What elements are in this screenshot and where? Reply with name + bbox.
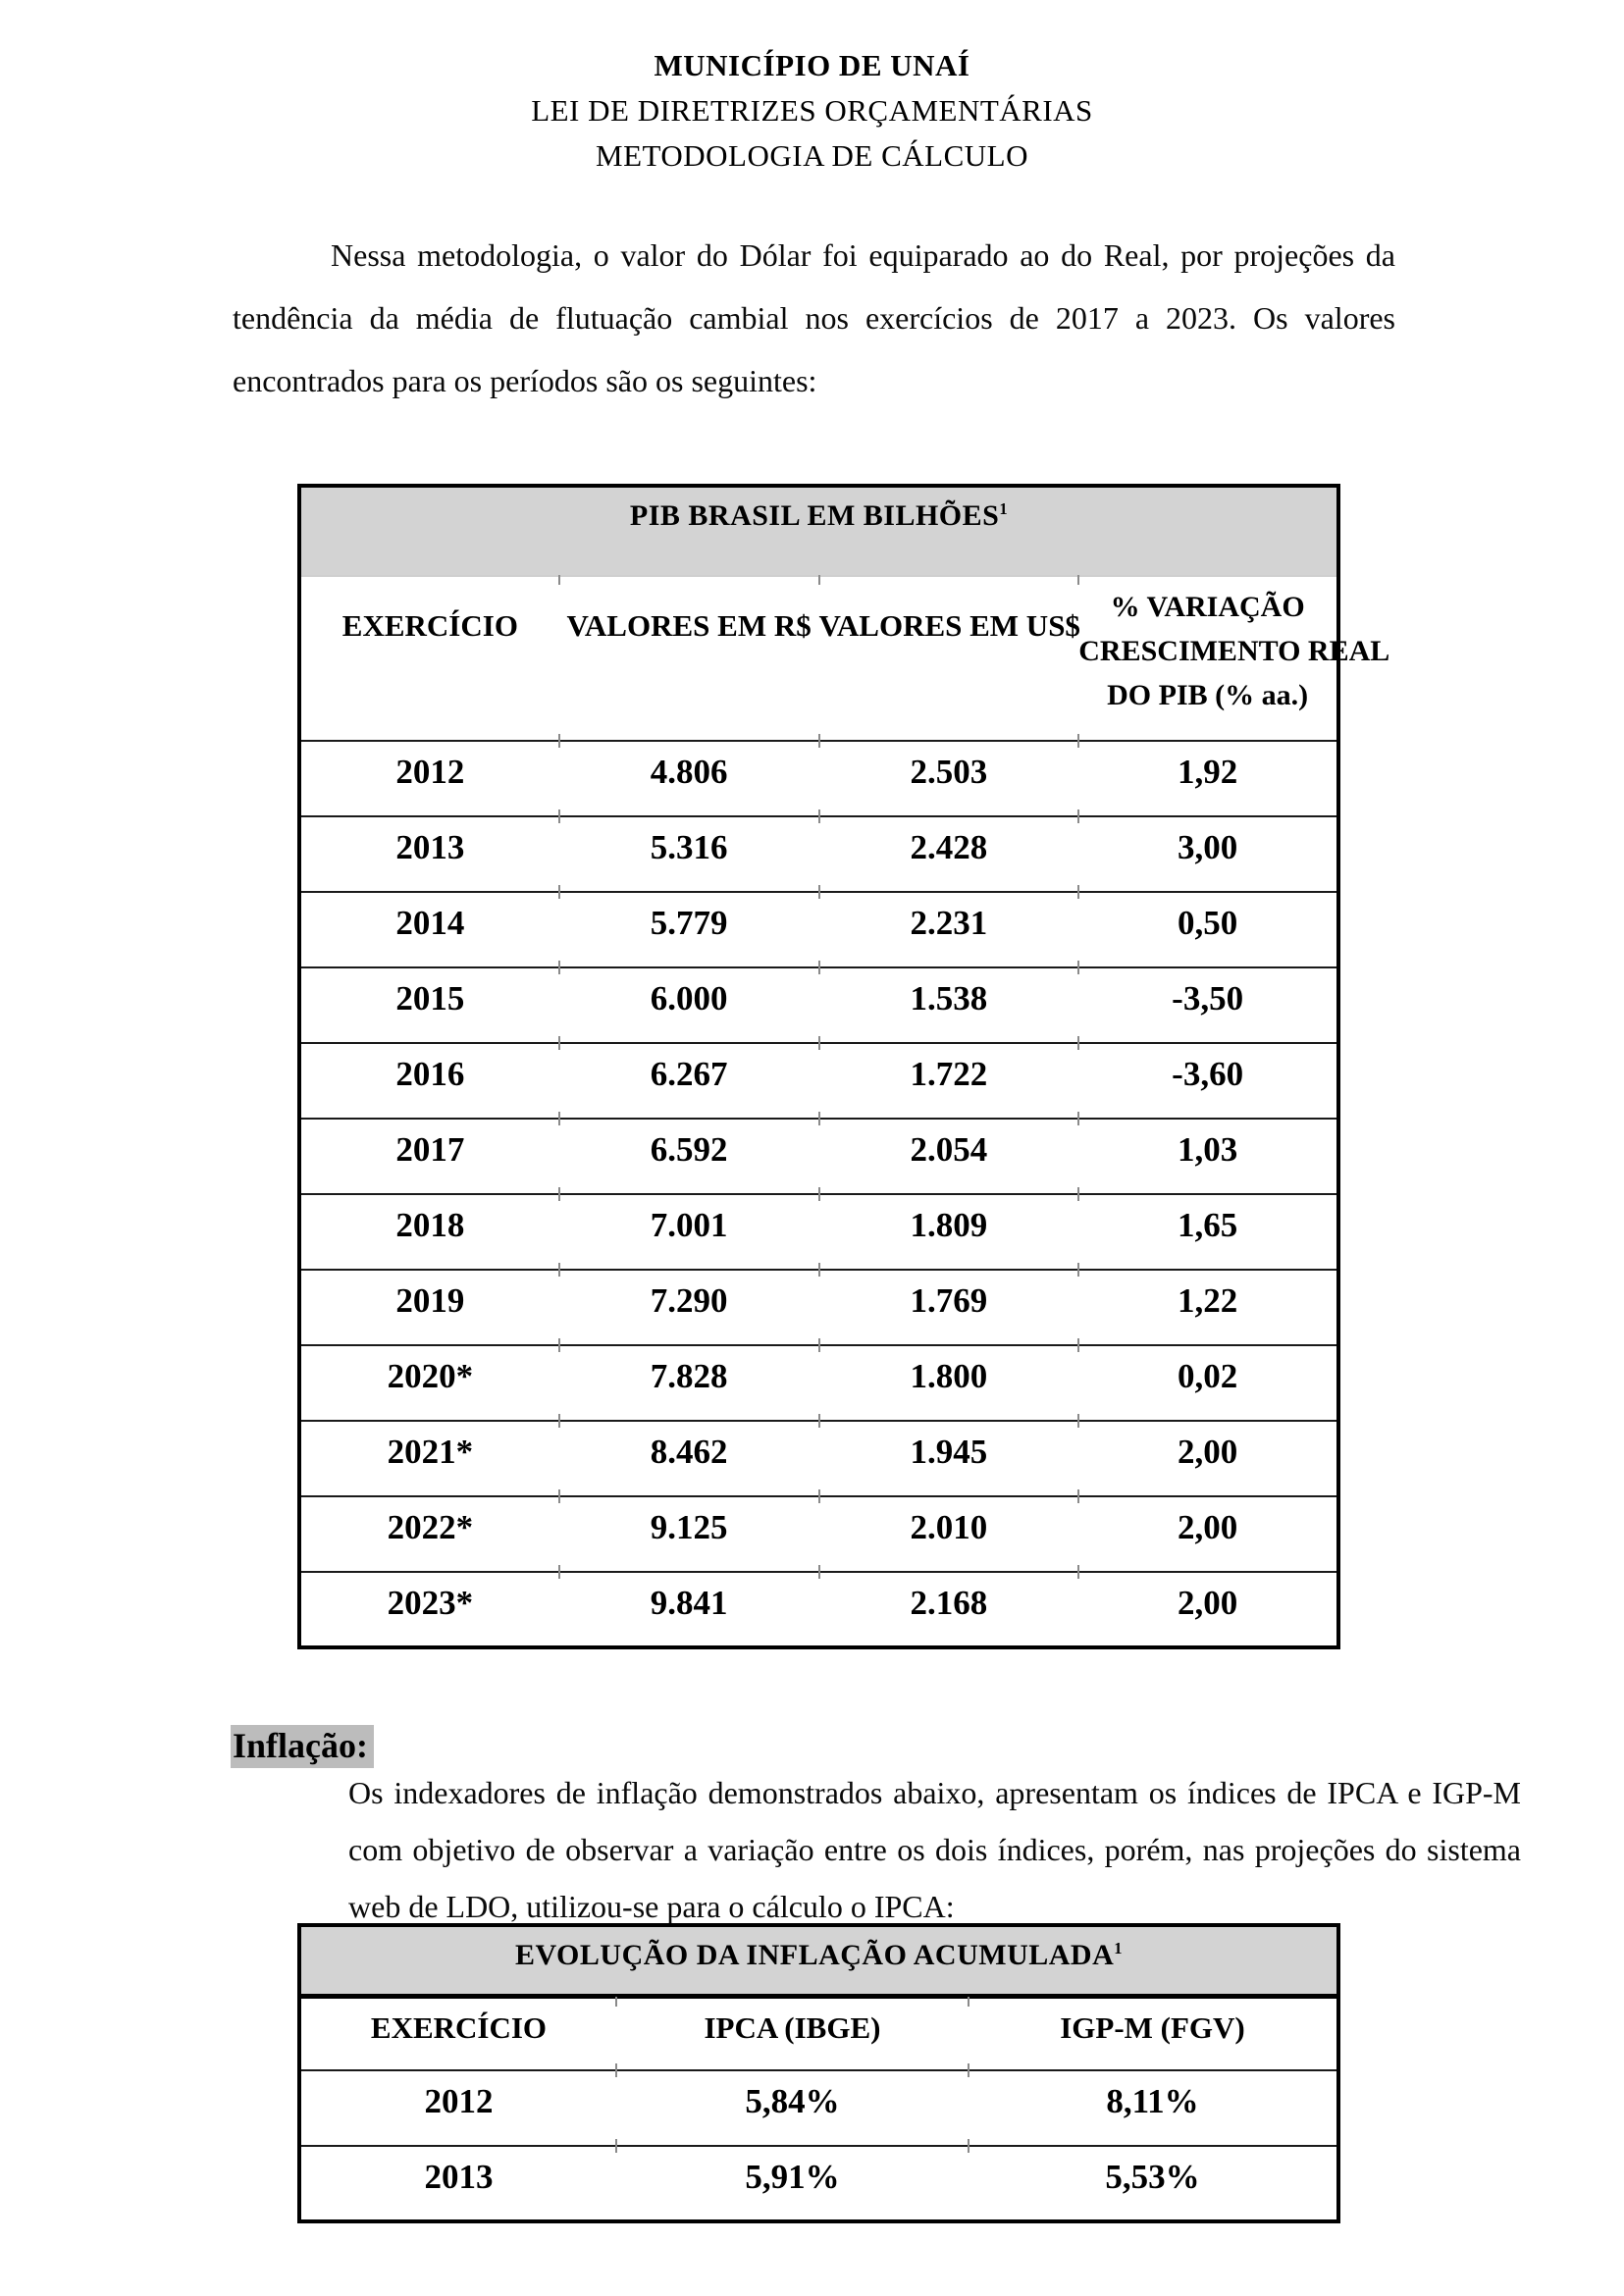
table-cell: 2.010 <box>819 1496 1079 1572</box>
table-cell: -3,60 <box>1078 1043 1338 1119</box>
table-cell: 2019 <box>395 1281 465 1320</box>
inflacao-table-header-row <box>299 1996 1338 2070</box>
pib-table-body <box>299 741 1338 1647</box>
table-cell: 2,00 <box>1078 1421 1338 1496</box>
table-cell: 2,00 <box>1078 1572 1338 1647</box>
table-cell: 2014 <box>395 904 465 942</box>
pib-variacao-header-line2: CRESCIMENTO REAL <box>1078 635 1390 667</box>
inflacao-heading <box>231 1723 374 1768</box>
inflacao-column-header-igpm: IGP-M (FGV) <box>969 1996 1338 2070</box>
table-cell: 2012 <box>424 2082 494 2120</box>
table-row <box>299 1194 1338 1270</box>
table-cell: 7.828 <box>559 1345 819 1421</box>
table-cell: 5.779 <box>559 892 819 967</box>
table-cell: 6.592 <box>559 1119 819 1194</box>
table-cell: 2015 <box>395 979 465 1018</box>
doc-header <box>0 43 1624 179</box>
table-cell: 8,11% <box>969 2070 1338 2146</box>
table-row <box>299 1345 1338 1421</box>
table-cell: 6.000 <box>559 967 819 1043</box>
table-cell: 2.231 <box>819 892 1079 967</box>
pib-table-title-footnote-marker: 1 <box>999 499 1009 518</box>
table-row <box>299 1572 1338 1647</box>
table-row <box>299 1421 1338 1496</box>
doc-title: MUNICÍPIO DE UNAÍ <box>654 48 970 82</box>
table-cell: 1,92 <box>1078 741 1338 816</box>
pib-variacao-header-line1: % VARIAÇÃO <box>1110 591 1305 623</box>
table-cell: 9.841 <box>559 1572 819 1647</box>
table-cell: 2022* <box>387 1508 474 1546</box>
table-cell: -3,50 <box>1078 967 1338 1043</box>
table-cell: 7.290 <box>559 1270 819 1345</box>
table-cell: 1,65 <box>1078 1194 1338 1270</box>
pib-table <box>297 484 1390 1649</box>
table-cell: 2018 <box>395 1206 465 1244</box>
table-cell: 2017 <box>395 1130 465 1169</box>
inflacao-table-title-text: EVOLUÇÃO DA INFLAÇÃO ACUMULADA <box>514 1939 1115 1971</box>
pib-table-title-row <box>299 486 1338 576</box>
table-row <box>299 967 1338 1043</box>
table-cell: 2013 <box>424 2158 494 2196</box>
pib-column-header-variacao-pib <box>1078 576 1390 741</box>
table-cell: 2020* <box>387 1357 474 1395</box>
table-cell: 7.001 <box>559 1194 819 1270</box>
intro-paragraph: Nessa metodologia, o valor do Dólar foi equiparado ao do Real, por projeções da tendência da média de flutuação cambial nos exercícios de 2017 a 2023. Os valores encontrados para os períodos são os seguintes: <box>233 237 1395 398</box>
table-cell: 0,50 <box>1078 892 1338 967</box>
pib-column-header-valores-dolares: VALORES EM US$ <box>819 576 1079 741</box>
table-cell: 5,53% <box>969 2146 1338 2221</box>
table-row <box>299 1043 1338 1119</box>
table-cell: 5,84% <box>616 2070 969 2146</box>
table-cell: 1,22 <box>1078 1270 1338 1345</box>
table-row <box>299 892 1338 967</box>
table-cell: 5.316 <box>559 816 819 892</box>
table-cell: 1.809 <box>819 1194 1079 1270</box>
table-cell: 1,03 <box>1078 1119 1338 1194</box>
table-cell: 5,91% <box>616 2146 969 2221</box>
table-cell: 1.769 <box>819 1270 1079 1345</box>
table-cell: 1.722 <box>819 1043 1079 1119</box>
inflacao-table <box>297 1923 1340 2223</box>
table-row <box>299 1119 1338 1194</box>
table-row <box>299 2070 1338 2146</box>
table-cell: 2023* <box>387 1584 474 1622</box>
table-row <box>299 1270 1338 1345</box>
inflacao-table-body <box>299 2070 1338 2221</box>
table-cell: 6.267 <box>559 1043 819 1119</box>
inflacao-heading-highlight: Inflação: <box>231 1725 374 1768</box>
table-row <box>299 816 1338 892</box>
inflacao-table-title-footnote-marker: 1 <box>1114 1939 1123 1957</box>
table-cell: 2.054 <box>819 1119 1079 1194</box>
table-row <box>299 2146 1338 2221</box>
table-cell: 2.168 <box>819 1572 1079 1647</box>
table-cell: 1.800 <box>819 1345 1079 1421</box>
pib-column-header-exercicio: EXERCÍCIO <box>341 608 518 643</box>
inflacao-column-header-ipca: IPCA (IBGE) <box>616 1996 969 2070</box>
inflacao-table-title <box>299 1925 1338 1996</box>
table-cell: 2012 <box>395 753 465 791</box>
table-cell: 1.945 <box>819 1421 1079 1496</box>
doc-subtitle-1: LEI DE DIRETRIZES ORÇAMENTÁRIAS <box>531 93 1093 128</box>
pib-table-header-row <box>299 576 1338 741</box>
table-cell: 8.462 <box>559 1421 819 1496</box>
table-row <box>299 741 1338 816</box>
table-cell: 3,00 <box>1078 816 1338 892</box>
table-cell: 2.428 <box>819 816 1079 892</box>
table-cell: 2,00 <box>1078 1496 1338 1572</box>
table-cell: 4.806 <box>559 741 819 816</box>
inflacao-table-title-row <box>299 1925 1338 1996</box>
pib-variacao-header-line3: DO PIB (% aa.) <box>1107 679 1309 711</box>
pib-column-header-valores-reais: VALORES EM R$ <box>559 576 819 741</box>
inflacao-column-header-exercicio: EXERCÍCIO <box>370 2009 548 2045</box>
doc-subtitle-2: METODOLOGIA DE CÁLCULO <box>596 138 1028 173</box>
pib-table-title <box>299 486 1338 576</box>
table-cell: 2.503 <box>819 741 1079 816</box>
table-cell: 1.538 <box>819 967 1079 1043</box>
table-cell: 9.125 <box>559 1496 819 1572</box>
table-cell: 2013 <box>395 828 465 866</box>
table-cell: 0,02 <box>1078 1345 1338 1421</box>
table-cell: 2016 <box>395 1055 465 1093</box>
table-row <box>299 1496 1338 1572</box>
pib-table-title-text: PIB BRASIL EM BILHÕES <box>629 499 1000 532</box>
table-cell: 2021* <box>387 1433 474 1471</box>
inflacao-paragraph: Os indexadores de inflação demonstrados abaixo, apresentam os índices de IPCA e IGP-M com objetivo de observar a variação entre os dois índices, porém, nas projeções do sistema web de LDO, utilizou-se para o cálculo o IPCA: <box>348 1775 1521 1924</box>
